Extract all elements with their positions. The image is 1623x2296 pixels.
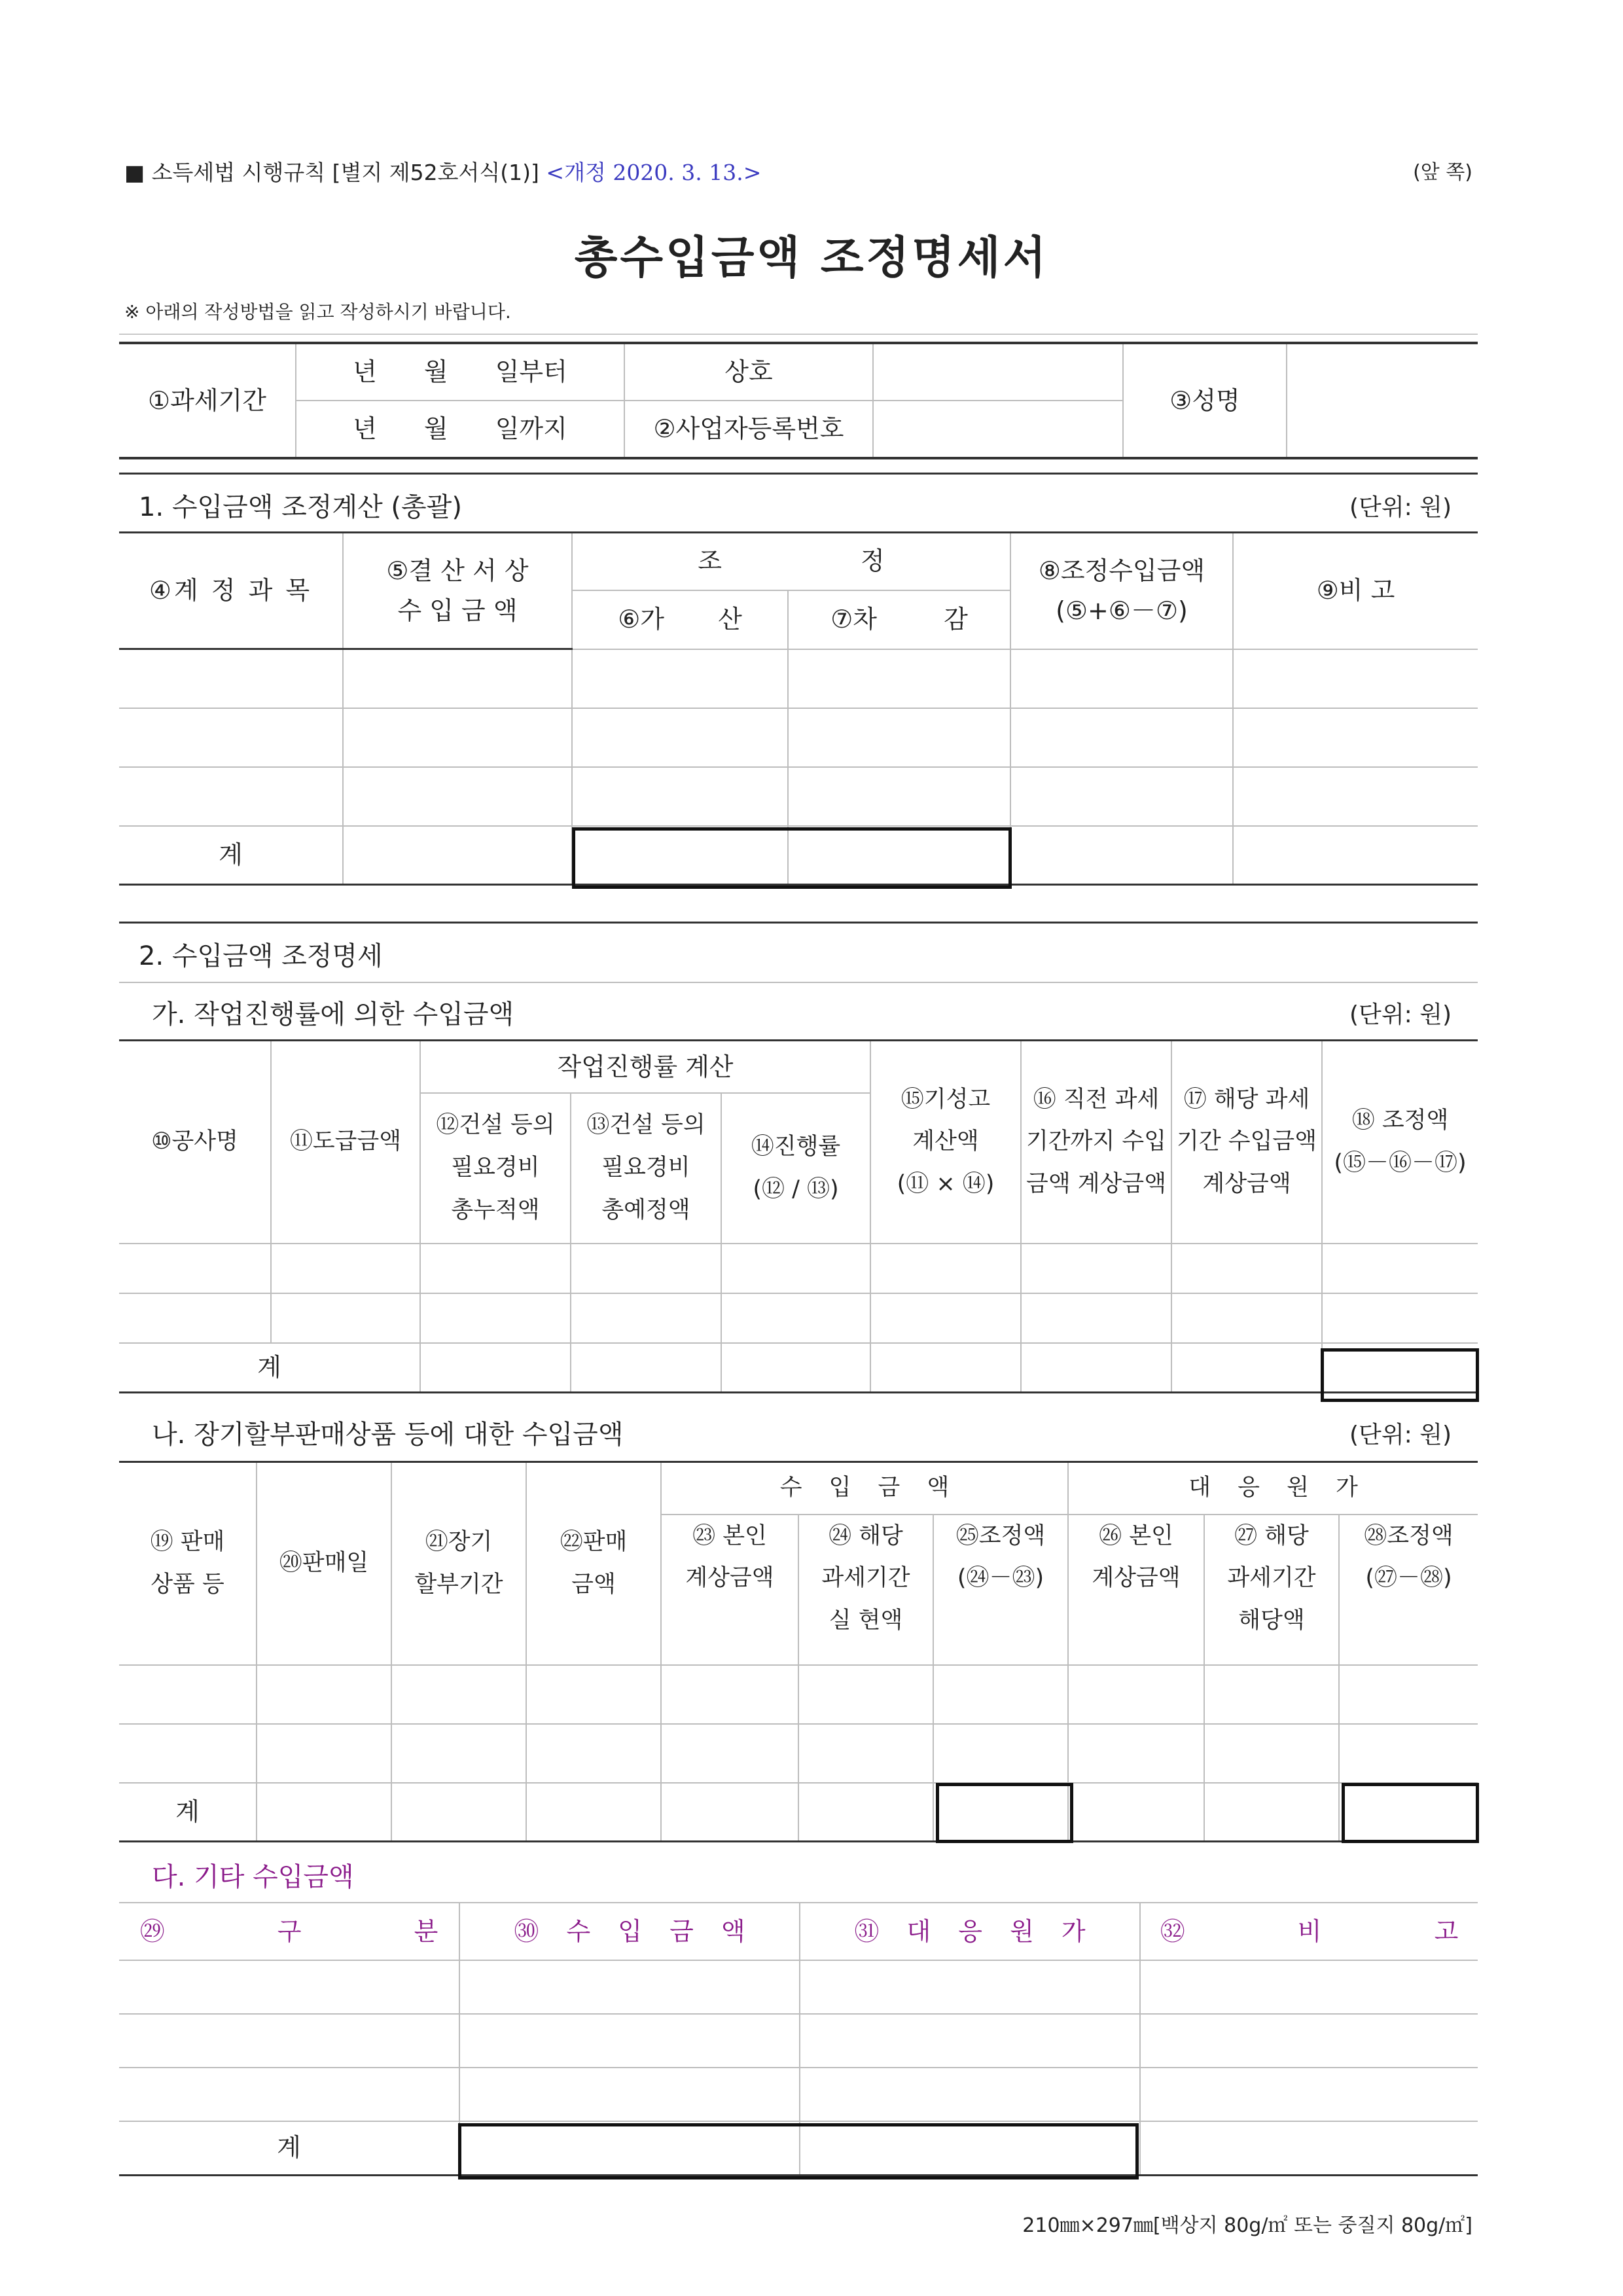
ga-total-highlight xyxy=(1321,1348,1479,1402)
table-cell[interactable] xyxy=(571,1293,721,1343)
table-cell[interactable] xyxy=(870,1244,1021,1293)
header-line: 총누적액 xyxy=(451,1196,540,1223)
table-cell[interactable] xyxy=(1010,826,1233,885)
header-line: ⑭진행률 xyxy=(751,1133,841,1160)
section2-ga-title: 가. 작업진행률에 의한 수입금액 xyxy=(152,999,514,1030)
form-header xyxy=(124,156,761,187)
table-cell[interactable] xyxy=(798,1783,933,1842)
table-cell[interactable] xyxy=(1140,2121,1478,2175)
header-line: 상품 등 xyxy=(151,1571,224,1598)
header-line: 총예정액 xyxy=(601,1196,690,1223)
table-cell[interactable] xyxy=(798,1724,933,1783)
remarks-column-header: ⑨비 고 xyxy=(1233,533,1478,649)
table-cell[interactable] xyxy=(271,1244,420,1293)
table-cell[interactable] xyxy=(119,2068,459,2121)
total-row-label: 계 xyxy=(119,1343,420,1393)
table-cell[interactable] xyxy=(800,1960,1140,2014)
header-line: (⑮－⑯－⑰) xyxy=(1334,1149,1467,1176)
corresponding-cost-group-header: 대 응 원 가 xyxy=(1068,1462,1478,1515)
table-cell[interactable] xyxy=(119,708,343,767)
project-name-header: ⑩공사명 xyxy=(119,1041,271,1244)
period-cost-header xyxy=(1204,1515,1339,1665)
progress-calc-header: 작업진행률 계산 xyxy=(420,1041,870,1093)
taxpayer-info-table xyxy=(119,342,1478,459)
header-line: ㉘조정액 xyxy=(1364,1522,1454,1549)
realized-income-header xyxy=(798,1515,933,1665)
table-cell[interactable] xyxy=(257,1665,391,1724)
estimated-cost-header xyxy=(571,1093,721,1244)
header-line: 계상금액 xyxy=(685,1565,774,1592)
header-line: ⑯ 직전 과세 xyxy=(1033,1086,1160,1113)
header-line: 과세기간 xyxy=(821,1565,910,1592)
table-cell[interactable] xyxy=(119,767,343,826)
table-cell[interactable] xyxy=(1233,826,1478,885)
adjusted-income-line2: (⑤+⑥－⑦) xyxy=(1056,596,1188,625)
section2-title: 2. 수입금액 조정명세 xyxy=(139,941,383,971)
sale-amount-header xyxy=(526,1462,661,1665)
installment-sales-table xyxy=(119,1461,1478,1842)
table-cell[interactable] xyxy=(1140,1960,1478,2014)
table-cell[interactable] xyxy=(391,1724,526,1783)
progress-rate-header xyxy=(721,1093,870,1244)
cumulative-cost-header xyxy=(420,1093,571,1244)
table-cell[interactable] xyxy=(271,1293,420,1343)
table-cell[interactable] xyxy=(933,1724,1068,1783)
table-cell[interactable] xyxy=(800,2014,1140,2068)
table-cell[interactable] xyxy=(343,826,572,885)
header-line: ⑱ 조정액 xyxy=(1351,1107,1449,1134)
table-cell[interactable] xyxy=(572,708,788,767)
table-cell[interactable] xyxy=(1204,1724,1339,1783)
table-cell[interactable] xyxy=(1010,767,1233,826)
header-line: 금액 계상금액 xyxy=(1026,1171,1167,1198)
deduction-column-header: ⑦차 감 xyxy=(788,590,1010,649)
table-cell[interactable] xyxy=(119,1244,271,1293)
header-line: (㉔－㉓) xyxy=(957,1565,1044,1592)
table-cell[interactable] xyxy=(1171,1343,1322,1393)
trade-name-field[interactable] xyxy=(873,343,1123,401)
header-line: ㉗ 해당 xyxy=(1234,1522,1309,1549)
account-column-header: ④계 정 과 목 xyxy=(119,533,343,649)
header-line: 할부기간 xyxy=(414,1571,503,1598)
section2-na-unit: (단위: 원) xyxy=(1349,1422,1452,1448)
section2-header xyxy=(119,922,1478,984)
own-recorded-cost-header xyxy=(1068,1515,1204,1665)
name-label: ③성명 xyxy=(1123,343,1287,458)
table-cell[interactable] xyxy=(1010,649,1233,708)
remarks-header: ㉜ 비 고 xyxy=(1140,1903,1478,1960)
table-cell[interactable] xyxy=(1068,1665,1204,1724)
form-reference: ■ 소득세법 시행규칙 [별지 제52호서식(1)] xyxy=(124,160,539,185)
sales-goods-header xyxy=(119,1462,257,1665)
section1-total-highlight xyxy=(572,827,1012,889)
table-cell[interactable] xyxy=(119,1960,459,2014)
da-total-highlight xyxy=(458,2123,1139,2179)
table-cell[interactable] xyxy=(119,649,343,708)
table-cell[interactable] xyxy=(1171,1244,1322,1293)
header-line: ㉓ 본인 xyxy=(692,1522,767,1549)
period-from: 년 월 일부터 xyxy=(296,343,624,401)
name-field[interactable] xyxy=(1287,343,1478,458)
addition-column-header: ⑥가 산 xyxy=(572,590,788,649)
header-line: ㉒판매 xyxy=(560,1529,628,1555)
table-cell[interactable] xyxy=(1322,1293,1478,1343)
biz-reg-label: ②사업자등록번호 xyxy=(624,401,873,458)
table-cell[interactable] xyxy=(721,1343,870,1393)
table-cell[interactable] xyxy=(1339,1724,1478,1783)
contract-amount-header: ⑪도급금액 xyxy=(271,1041,420,1244)
total-row-label: 계 xyxy=(119,1783,257,1842)
sale-date-header: ⑳판매일 xyxy=(257,1462,391,1665)
header-line: ⑰ 해당 과세 xyxy=(1183,1086,1310,1113)
header-line: ㉑장기 xyxy=(425,1529,493,1555)
section2-na-title: 나. 장기할부판매상품 등에 대한 수입금액 xyxy=(152,1420,624,1450)
header-line: ㉔ 해당 xyxy=(829,1522,903,1549)
book-income-column-header xyxy=(343,533,572,649)
section2-da-header xyxy=(119,1852,1478,1902)
table-cell[interactable] xyxy=(572,649,788,708)
table-cell[interactable] xyxy=(1171,1293,1322,1343)
table-cell[interactable] xyxy=(1204,1665,1339,1724)
header-line: 실 현액 xyxy=(829,1607,903,1634)
table-cell[interactable] xyxy=(572,767,788,826)
header-line: 필요경비 xyxy=(601,1155,690,1181)
header-line: 계상금액 xyxy=(1202,1171,1291,1198)
table-cell[interactable] xyxy=(459,2014,800,2068)
table-cell[interactable] xyxy=(119,2014,459,2068)
table-cell[interactable] xyxy=(1233,649,1478,708)
table-cell[interactable] xyxy=(571,1343,721,1393)
table-cell[interactable] xyxy=(1233,708,1478,767)
section2-ga-header xyxy=(119,994,1478,1039)
table-cell[interactable] xyxy=(391,1783,526,1842)
adjusted-income-line1: ⑧조정수입금액 xyxy=(1038,556,1205,585)
current-income-header xyxy=(1171,1041,1322,1244)
income-amount-group-header: 수 입 금 액 xyxy=(661,1462,1068,1515)
table-cell[interactable] xyxy=(526,1783,661,1842)
table-cell[interactable] xyxy=(119,1293,271,1343)
table-cell[interactable] xyxy=(459,2068,800,2121)
table-cell[interactable] xyxy=(257,1724,391,1783)
header-line: ⑫건설 등의 xyxy=(436,1112,555,1139)
table-cell[interactable] xyxy=(119,1665,257,1724)
table-cell[interactable] xyxy=(420,1293,571,1343)
header-line: 과세기간 xyxy=(1227,1565,1316,1592)
trade-name-label: 상호 xyxy=(624,343,873,401)
section2-na-header xyxy=(119,1414,1478,1460)
header-line: ⑮기성고 xyxy=(901,1086,991,1113)
progress-income-table xyxy=(119,1039,1478,1393)
header-line: (㉗－㉘) xyxy=(1365,1565,1452,1592)
own-recorded-income-header xyxy=(661,1515,798,1665)
income-amount-header: ㉚ 수 입 금 액 xyxy=(459,1903,800,1960)
adjustment-header: 조 정 xyxy=(572,533,1010,590)
revision-date: <개정 2020. 3. 13.> xyxy=(546,160,762,185)
section2-ga-unit: (단위: 원) xyxy=(1349,1001,1452,1028)
header-line: 필요경비 xyxy=(451,1155,540,1181)
section2-da-title: 다. 기타 수입금액 xyxy=(152,1862,354,1892)
table-cell[interactable] xyxy=(798,1665,933,1724)
table-cell[interactable] xyxy=(933,1665,1068,1724)
completion-amount-header xyxy=(870,1041,1021,1244)
table-cell[interactable] xyxy=(1068,1724,1204,1783)
instruction-notice: ※ 아래의 작성방법을 읽고 작성하시기 바랍니다. xyxy=(124,301,511,323)
table-cell[interactable] xyxy=(800,2068,1140,2121)
table-cell[interactable] xyxy=(1140,2014,1478,2068)
period-label: ①과세기간 xyxy=(119,343,296,458)
table-cell[interactable] xyxy=(721,1244,870,1293)
table-cell[interactable] xyxy=(420,1244,571,1293)
category-header: ㉙ 구 분 xyxy=(119,1903,459,1960)
header-line: ㉕조정액 xyxy=(955,1522,1046,1549)
table-cell[interactable] xyxy=(1204,1783,1339,1842)
cost-adjustment-header xyxy=(1339,1515,1478,1665)
table-cell[interactable] xyxy=(343,767,572,826)
header-line: ⑬건설 등의 xyxy=(586,1112,705,1139)
header-line: 금액 xyxy=(571,1571,616,1598)
header-line: ㉖ 본인 xyxy=(1099,1522,1173,1549)
document-title: 총수입금액 조정명세서 xyxy=(574,232,1049,284)
table-cell[interactable] xyxy=(661,1724,798,1783)
table-cell[interactable] xyxy=(1233,767,1478,826)
table-cell[interactable] xyxy=(1322,1244,1478,1293)
adjustment-amount-header xyxy=(1322,1041,1478,1244)
header-line: 기간 수입금액 xyxy=(1177,1128,1317,1155)
total-row-label: 계 xyxy=(119,826,343,885)
table-cell[interactable] xyxy=(119,1724,257,1783)
table-cell[interactable] xyxy=(1010,708,1233,767)
table-cell[interactable] xyxy=(870,1293,1021,1343)
header-line: 계상금액 xyxy=(1092,1565,1181,1592)
table-cell[interactable] xyxy=(343,649,572,708)
na-cost-total-highlight xyxy=(1342,1783,1479,1843)
header-line: 기간까지 수입 xyxy=(1026,1128,1167,1155)
section1-title: 1. 수입금액 조정계산 (총괄) xyxy=(139,492,462,522)
table-cell[interactable] xyxy=(420,1343,571,1393)
table-cell[interactable] xyxy=(391,1665,526,1724)
period-to: 년 월 일까지 xyxy=(296,401,624,458)
table-cell[interactable] xyxy=(788,649,1010,708)
table-cell[interactable] xyxy=(343,708,572,767)
table-cell[interactable] xyxy=(1068,1783,1204,1842)
header-line: 계산액 xyxy=(912,1128,979,1155)
table-cell[interactable] xyxy=(1021,1293,1171,1343)
divider xyxy=(119,982,1478,983)
table-cell[interactable] xyxy=(661,1665,798,1724)
table-cell[interactable] xyxy=(526,1665,661,1724)
table-cell[interactable] xyxy=(788,708,1010,767)
paper-spec: 210㎜×297㎜[백상지 80g/㎡ 또는 중질지 80g/㎡] xyxy=(1022,2214,1472,2237)
table-cell[interactable] xyxy=(1021,1244,1171,1293)
table-cell[interactable] xyxy=(1021,1343,1171,1393)
header-line: ⑲ 판매 xyxy=(150,1529,225,1555)
page-side-label: (앞 쪽) xyxy=(1413,161,1472,184)
header-line: (⑫ / ⑬) xyxy=(753,1175,839,1202)
header-line: 해당액 xyxy=(1238,1607,1305,1634)
biz-reg-field[interactable] xyxy=(873,401,1123,458)
corresponding-cost-header: ㉛ 대 응 원 가 xyxy=(800,1903,1140,1960)
book-income-line2: 수 입 금 액 xyxy=(397,596,518,625)
table-cell[interactable] xyxy=(721,1293,870,1343)
income-adjustment-header xyxy=(933,1515,1068,1665)
installment-period-header xyxy=(391,1462,526,1665)
total-row-label: 계 xyxy=(119,2121,459,2175)
na-income-total-highlight xyxy=(936,1783,1073,1843)
section1-unit: (단위: 원) xyxy=(1349,494,1452,521)
table-cell[interactable] xyxy=(526,1724,661,1783)
book-income-line1: ⑤결 산 서 상 xyxy=(386,556,529,585)
table-cell[interactable] xyxy=(571,1244,721,1293)
section1-header xyxy=(119,473,1478,533)
table-cell[interactable] xyxy=(1140,2068,1478,2121)
table-cell[interactable] xyxy=(1339,1665,1478,1724)
table-cell[interactable] xyxy=(788,767,1010,826)
adjusted-income-column-header xyxy=(1010,533,1233,649)
table-cell[interactable] xyxy=(870,1343,1021,1393)
prior-income-header xyxy=(1021,1041,1171,1244)
table-cell[interactable] xyxy=(661,1783,798,1842)
header-line: (⑪ × ⑭) xyxy=(897,1171,995,1198)
table-cell[interactable] xyxy=(459,1960,800,2014)
table-cell[interactable] xyxy=(257,1783,391,1842)
